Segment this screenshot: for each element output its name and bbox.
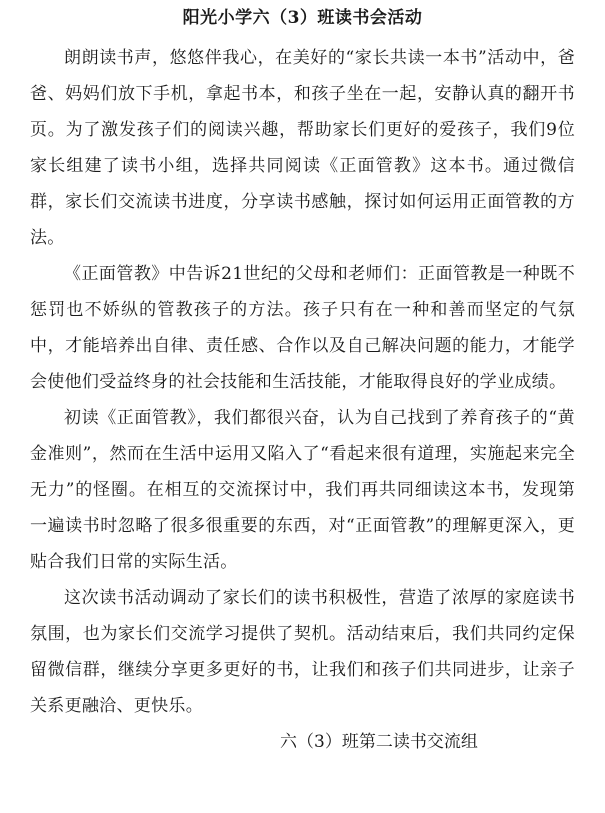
paragraph-2: 《正面管教》中告诉21世纪的父母和老师们：正面管教是一种既不惩罚也不娇纵的管教孩子的方法。孩子只有在一种和善而坚定的气氛中，才能培养出自律、责任感、合作以及自己解决问题的能力，才能学会使他们受益终身的社会技能和生活技能，才能取得良好的学业成绩。 — [30, 264, 575, 392]
paragraph-3: 初读《正面管教》，我们都很兴奋，认为自己找到了养育孩子的“黄金准则”，然而在生活中运用又陷入了“看起来很有道理，实施起来完全无力”的怪圈。在相互的交流探讨中，我们再共同细读这本书，发现第一遍读书时忽略了很多很重要的东西，对“正面管教”的理解更深入，更贴合我们日常的实际生活。 — [30, 408, 575, 572]
paragraph-1: 朗朗读书声，悠悠伴我心，在美好的“家长共读一本书”活动中，爸爸、妈妈们放下手机，拿起书本，和孩子坐在一起，安静认真的翻开书页。为了激发孩子们的阅读兴趣，帮助家长们更好的爱孩子，我们9位家长组建了读书小组，选择共同阅读《正面管教》这本书。通过微信群，家长们交流读书进度，分享读书感触，探讨如何运用正面管教的方法。 — [30, 48, 575, 248]
signature: 六（3）班第二读书交流组 — [280, 732, 478, 752]
paragraph-4: 这次读书活动调动了家长们的读书积极性，营造了浓厚的家庭读书氛围，也为家长们交流学习提供了契机。活动结束后，我们共同约定保留微信群，继续分享更多更好的书，让我们和孩子们共同进步，让亲子关系更融洽、更快乐。 — [30, 588, 575, 716]
document-title: 阳光小学六（3）班读书会活动 — [182, 8, 423, 28]
